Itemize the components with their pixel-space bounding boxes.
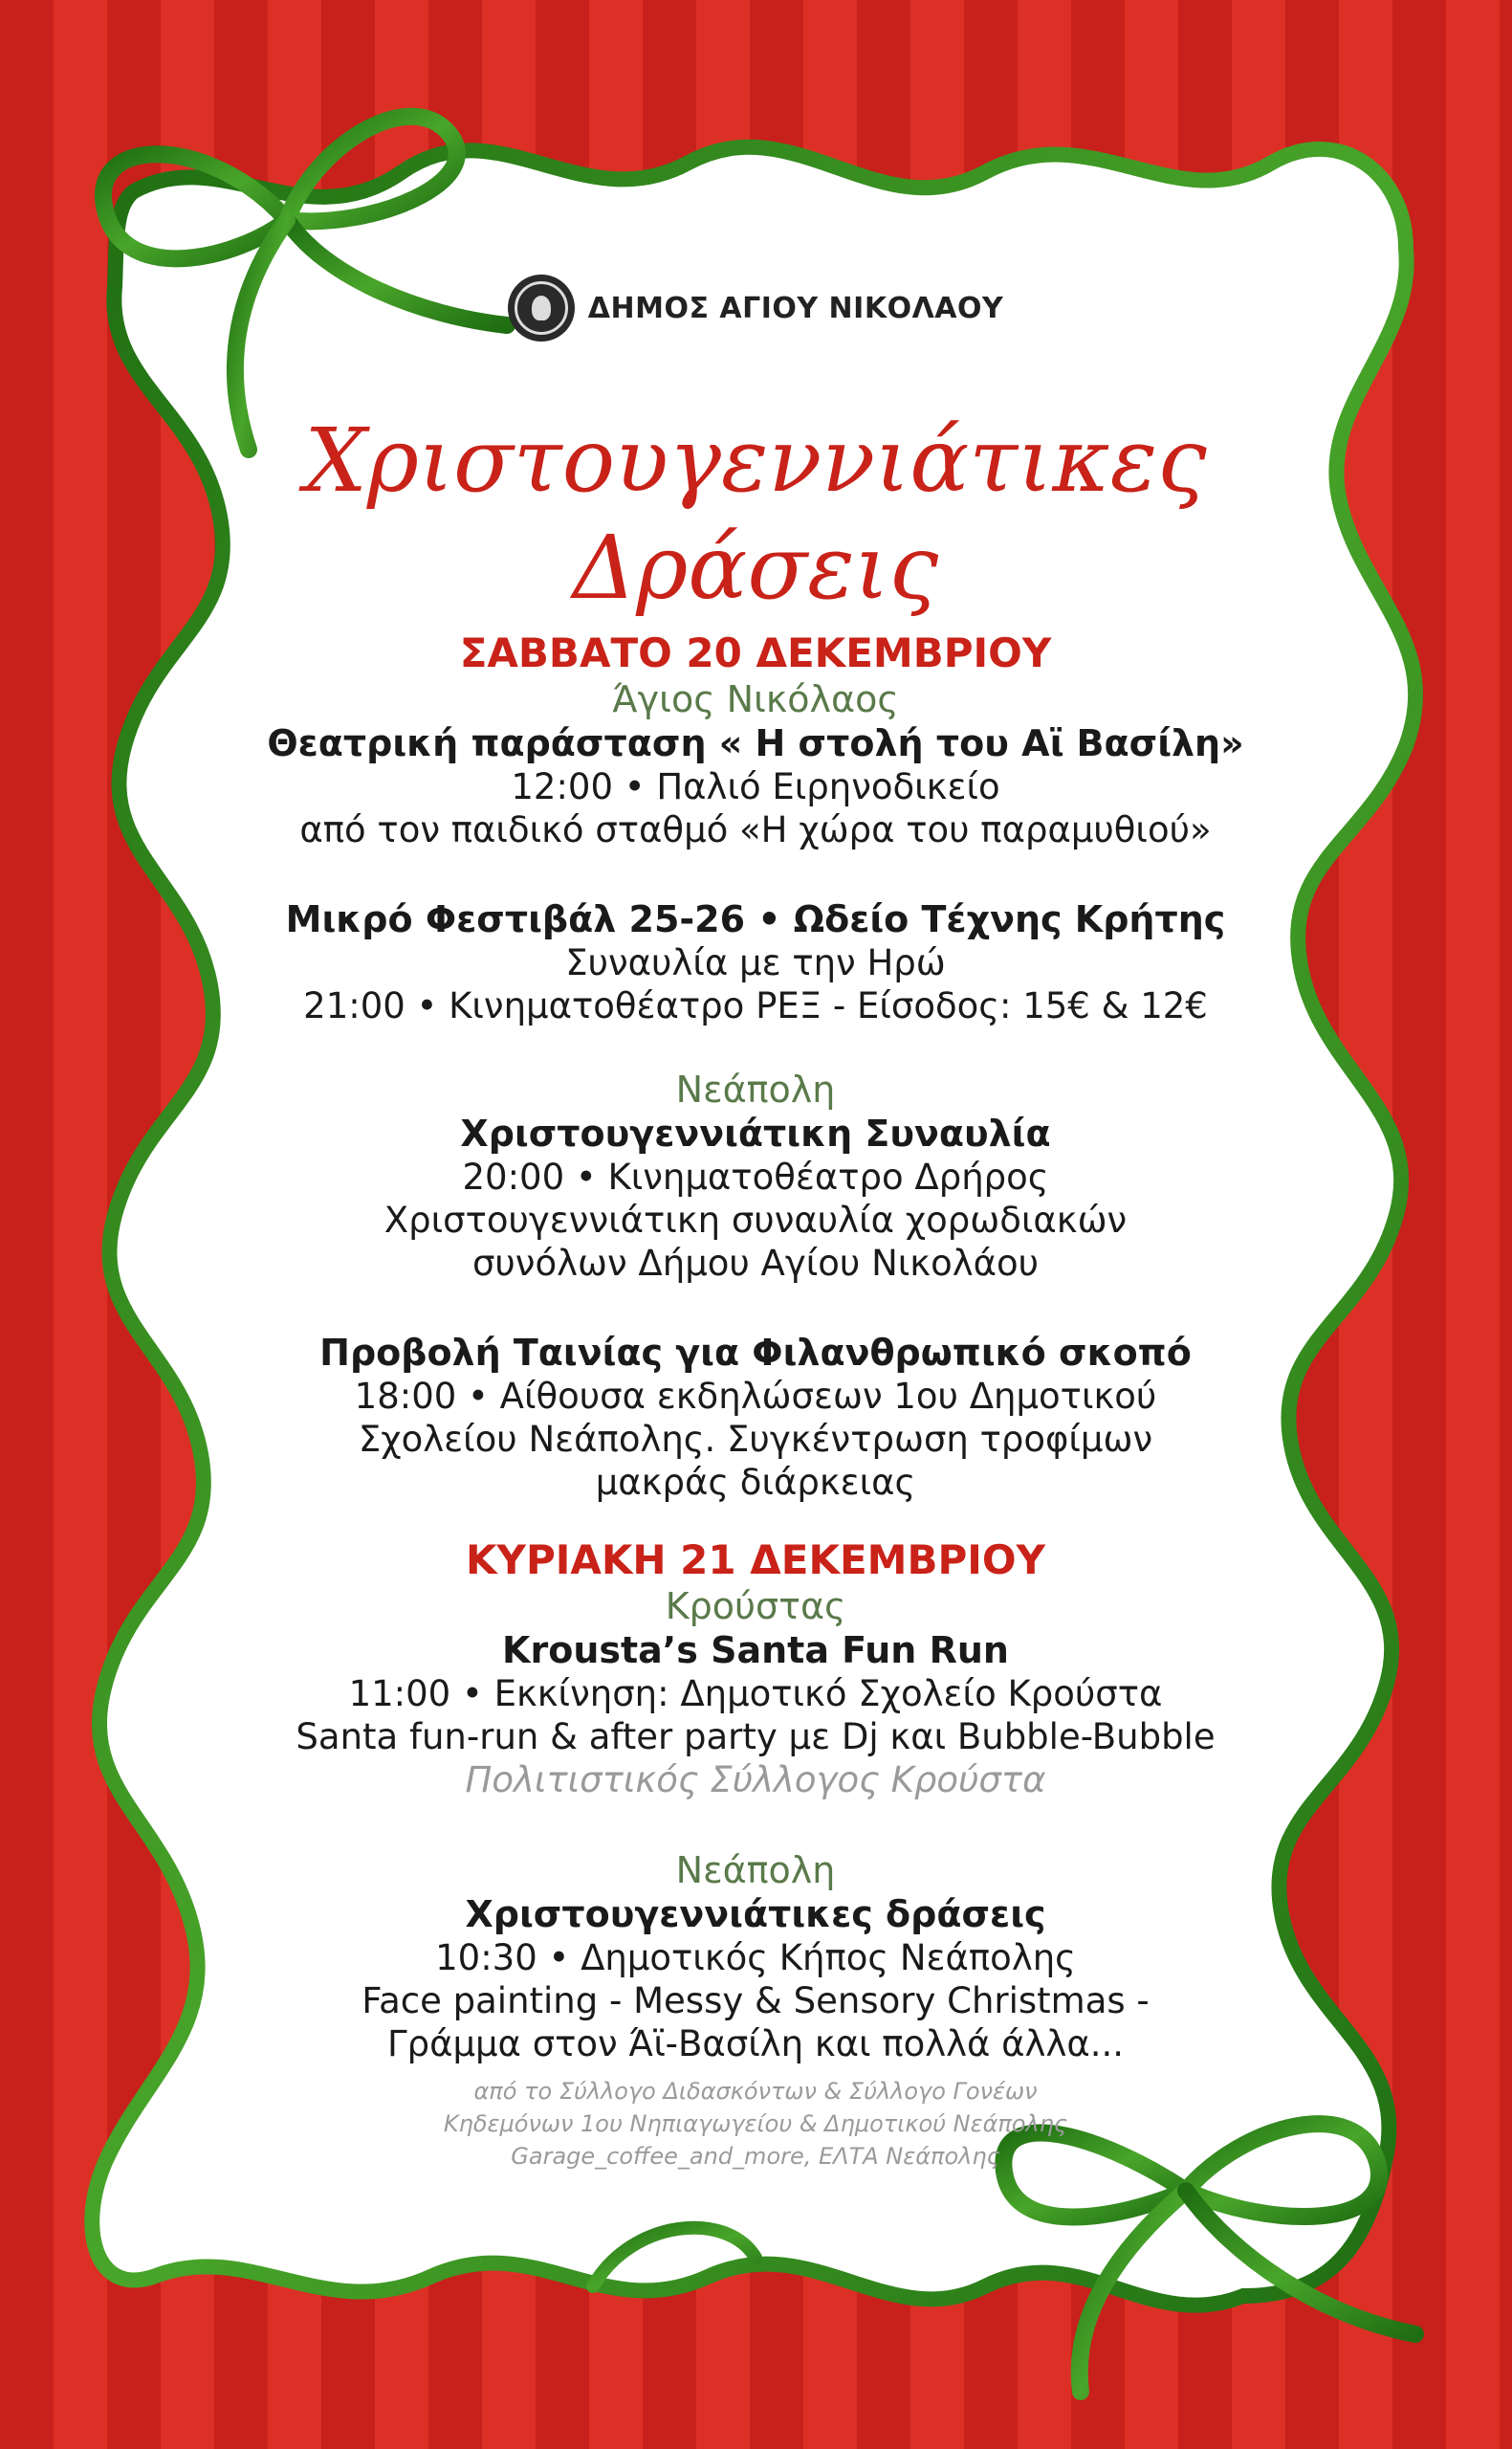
event-organizer: Πολιτιστικός Σύλλογος Κρούστα bbox=[465, 1759, 1046, 1800]
place-neapoli: Νεάπολη bbox=[675, 1069, 836, 1111]
event-detail: συνόλων Δήμου Αγίου Νικολάου bbox=[471, 1243, 1040, 1284]
event-title: Krousta’s Santa Fun Run bbox=[502, 1629, 1009, 1671]
day-heading-saturday: ΣΑΒΒΑΤΟ 20 ΔΕΚΕΜΒΡΙΟΥ bbox=[459, 629, 1052, 676]
event-detail: Συναυλία με την Ηρώ bbox=[565, 942, 946, 983]
credit-line: από το Σύλλογο Διδασκόντων & Σύλλογο Γονέων bbox=[473, 2078, 1038, 2105]
event-title: Θεατρική παράσταση « Η στολή του Αϊ Βασίλη» bbox=[267, 722, 1244, 764]
municipality-name: ΔΗΜΟΣ ΑΓΙΟΥ ΝΙΚΟΛΑΟΥ bbox=[587, 291, 1004, 325]
event-detail: από τον παιδικό σταθμό «Η χώρα του παραμυθιού» bbox=[299, 809, 1212, 850]
event-detail: 11:00 • Εκκίνηση: Δημοτικό Σχολείο Κρούστα bbox=[348, 1673, 1163, 1714]
event-detail: Γράμμα στον Άϊ-Βασίλη και πολλά άλλα... bbox=[386, 2023, 1125, 2064]
event-detail: 20:00 • Κινηματοθέατρο Δρήρος bbox=[462, 1157, 1049, 1198]
event-title: Μικρό Φεστιβάλ 25-26 • Ωδείο Τέχνης Κρήτης bbox=[285, 898, 1226, 940]
event-detail: 12:00 • Παλιό Ειρηνοδικείο bbox=[511, 766, 1000, 807]
event-title: Προβολή Ταινίας για Φιλανθρωπικό σκοπό bbox=[319, 1332, 1192, 1374]
event-detail: 21:00 • Κινηματοθέατρο ΡΕΞ - Είσοδος: 15€ & 12€ bbox=[303, 985, 1208, 1026]
event-detail: Face painting - Messy & Sensory Christmas - bbox=[362, 1980, 1150, 2021]
event-detail: μακράς διάρκειας bbox=[595, 1462, 916, 1503]
event-title: Χριστουγεννιάτικη Συναυλία bbox=[460, 1113, 1051, 1155]
event-detail: 10:30 • Δημοτικός Κήπος Νεάπολης bbox=[435, 1937, 1076, 1978]
day-heading-sunday: ΚΥΡΙΑΚΗ 21 ΔΕΚΕΜΒΡΙΟΥ bbox=[465, 1536, 1046, 1583]
event-detail: Santa fun-run & after party με Dj και Bubble-Bubble bbox=[296, 1716, 1216, 1757]
event-detail: 18:00 • Αίθουσα εκδηλώσεων 1ου Δημοτικού bbox=[354, 1376, 1157, 1417]
title-line-1: Χριστουγεννιάτικες bbox=[304, 409, 1207, 512]
event-detail: Χριστουγεννιάτικη συναυλία χορωδιακών bbox=[383, 1200, 1128, 1241]
poster-title bbox=[230, 408, 1282, 622]
place-agios-nikolaos: Άγιος Νικόλαος bbox=[612, 678, 899, 720]
title-line-2: Δράσεις bbox=[572, 517, 939, 619]
poster-content bbox=[230, 268, 1282, 2173]
credit-line: Garage_coffee_and_more, ΕΛΤΑ Νεάπολης bbox=[511, 2143, 1000, 2170]
event-detail: Σχολείου Νεάπολης. Συγκέντρωση τροφίμων bbox=[358, 1419, 1153, 1460]
municipality-seal-icon bbox=[508, 275, 575, 342]
credit-line: Κηδεμόνων 1ου Νηπιαγωγείου & Δημοτικού Νεάπολης bbox=[443, 2110, 1068, 2137]
event-title: Χριστουγεννιάτικες δράσεις bbox=[465, 1893, 1046, 1935]
place-neapoli: Νεάπολη bbox=[675, 1849, 836, 1891]
event-credits bbox=[230, 2075, 1282, 2173]
municipality-header bbox=[230, 268, 1282, 348]
place-kroustas: Κρούστας bbox=[665, 1585, 846, 1627]
